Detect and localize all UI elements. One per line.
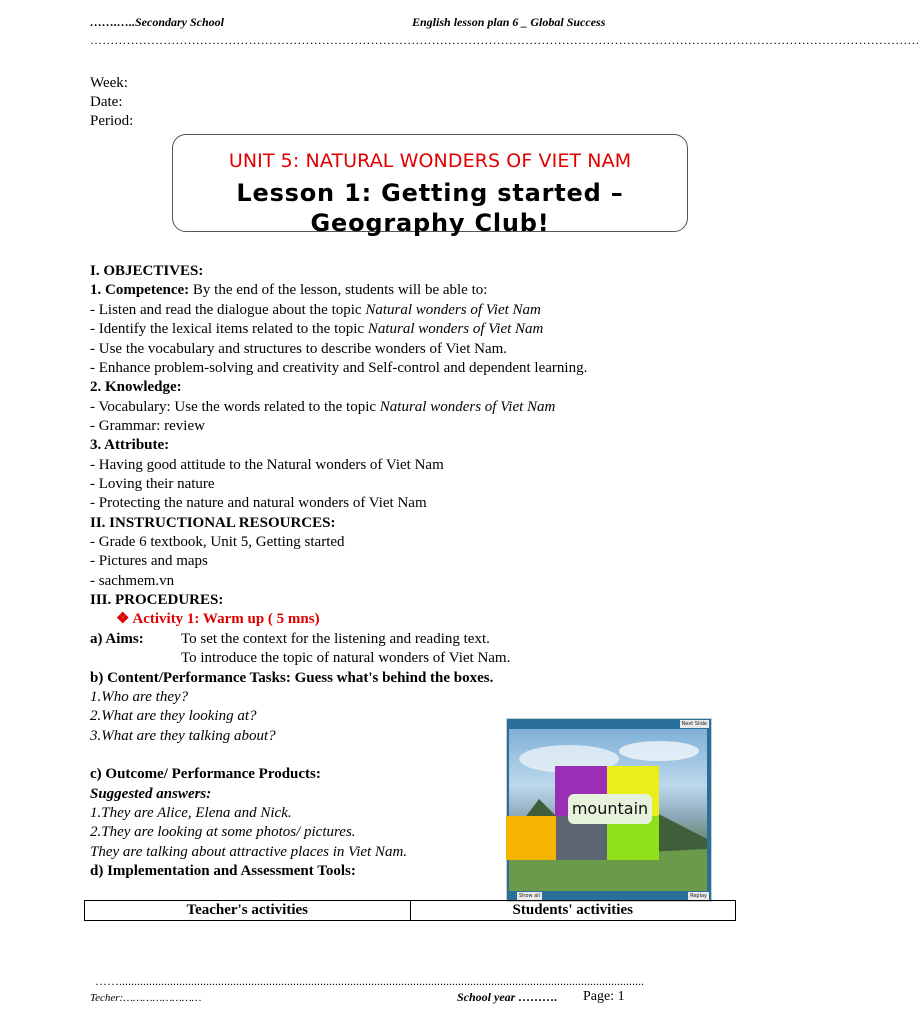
competence-item: - Enhance problem-solving and creativity and Self-control and dependent learning.: [90, 360, 588, 376]
competence-line: 1. Competence: By the end of the lesson, students will be able to:: [90, 282, 488, 298]
answer-item: 2.They are looking at some photos/ pictures.: [90, 824, 356, 840]
revealed-word: mountain: [568, 794, 652, 824]
answer-item: They are talking about attractive places in Viet Nam.: [90, 844, 408, 860]
school-name: …….…..Secondary School: [90, 15, 225, 29]
answer-item: 1.They are Alice, Elena and Nick.: [90, 805, 292, 821]
school-year-label: School year ……….: [457, 990, 558, 1004]
lesson-plan-title: English lesson plan 6 _ Global Success: [412, 15, 606, 29]
title-box: [172, 134, 688, 237]
activities-table: [84, 900, 736, 921]
question-item: 2.What are they looking at?: [90, 708, 257, 724]
teacher-label: Techer:……………………: [90, 992, 202, 1004]
attribute-item: - Protecting the nature and natural wonders of Viet Nam: [90, 495, 427, 511]
guess-box-orange[interactable]: [506, 816, 556, 860]
unit-title: UNIT 5: NATURAL WONDERS OF VIET NAM: [228, 150, 632, 172]
resource-item: - Pictures and maps: [90, 553, 208, 569]
students-activities-header: Students' activities: [410, 901, 736, 921]
resources-heading: II. INSTRUCTIONAL RESOURCES:: [90, 515, 336, 531]
procedures-heading: III. PROCEDURES:: [90, 592, 224, 608]
teacher-activities-header: Teacher's activities: [85, 901, 411, 921]
knowledge-item: - Grammar: review: [90, 418, 205, 434]
objectives-heading: I. OBJECTIVES:: [90, 263, 204, 279]
question-item: 1.Who are they?: [90, 689, 189, 705]
activity-heading: ❖ Activity 1: Warm up ( 5 mns): [116, 611, 320, 627]
resource-item: - sachmem.vn: [90, 573, 175, 589]
show-all-button[interactable]: Show all: [519, 893, 540, 899]
page-number: Page: 1: [583, 989, 625, 1004]
competence-item: - Use the vocabulary and structures to describe wonders of Viet Nam.: [90, 341, 508, 357]
footer-divider: ……...............................................................................................................................................................................: [95, 974, 644, 988]
question-item: 3.What are they talking about?: [90, 728, 276, 744]
attribute-item: - Loving their nature: [90, 476, 215, 492]
suggested-answers-label: Suggested answers:: [90, 786, 212, 802]
next-slide-button[interactable]: Next Slide: [681, 721, 707, 727]
competence-item: - Identify the lexical items related to the topic Natural wonders of Viet Nam: [90, 321, 544, 337]
knowledge-heading: 2. Knowledge:: [90, 379, 182, 395]
attribute-item: - Having good attitude to the Natural wonders of Viet Nam: [90, 457, 444, 473]
header-divider: ……………………………………………………………………………………………………………………………………………………………………………………: [90, 33, 920, 47]
outcome-label: c) Outcome/ Performance Products:: [90, 766, 321, 782]
aims-label: a) Aims:: [90, 631, 144, 647]
replay-button[interactable]: Replay: [690, 893, 707, 899]
implementation-label: d) Implementation and Assessment Tools:: [90, 863, 356, 879]
knowledge-item: - Vocabulary: Use the words related to the topic Natural wonders of Viet Nam: [90, 399, 556, 415]
resource-item: - Grade 6 textbook, Unit 5, Getting started: [90, 534, 345, 550]
aims-text: To set the context for the listening and reading text.: [181, 631, 490, 647]
aims-text: To introduce the topic of natural wonders of Viet Nam.: [181, 650, 511, 666]
date-label: Date:: [90, 94, 123, 110]
week-label: Week:: [90, 75, 128, 91]
content-label: b) Content/Performance Tasks: Guess what's behind the boxes.: [90, 670, 494, 686]
period-label: Period:: [90, 113, 134, 129]
competence-item: - Listen and read the dialogue about the topic Natural wonders of Viet Nam: [90, 302, 541, 318]
lesson-title: Lesson 1: Getting started – Geography Club!: [236, 179, 624, 237]
attribute-heading: 3. Attribute:: [90, 437, 170, 453]
